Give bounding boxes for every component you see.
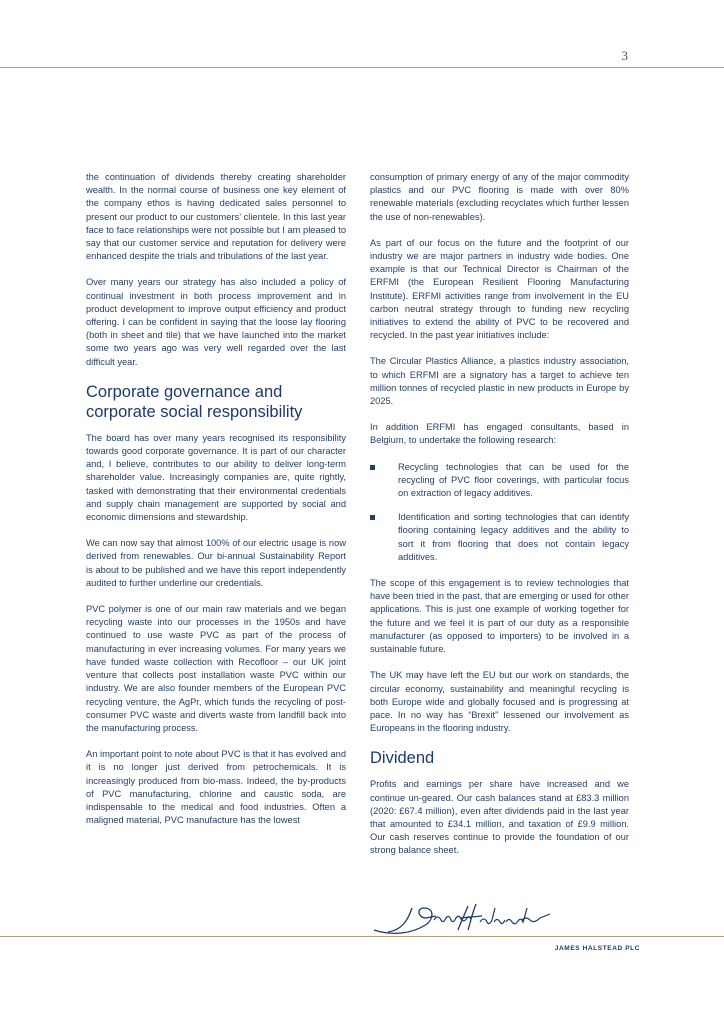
section-heading-governance: Corporate governance and corporate social responsibility: [86, 382, 303, 421]
list-item-text: Recycling technologies that can be used for the recycling of PVC floor coverings, with particular focus on extraction of legacy additives.: [398, 461, 629, 499]
square-bullet-icon: [370, 515, 375, 520]
list-item: [370, 461, 629, 501]
left-column: [86, 171, 346, 840]
company-name: JAMES HALSTEAD PLC: [554, 945, 640, 952]
list-item: [370, 511, 629, 564]
paragraph: the continuation of dividends thereby creating shareholder wealth. In the normal course of business one key element of the company ethos is having dedicated sales personnel to present our product to our customers’ clientele. In this last year face to face relationships were not possible but I am pleased to say that our customer service and reputation for delivery were enhanced despite the trials and tribulations of the last year.: [86, 172, 346, 262]
paragraph: An important point to note about PVC is that it has evolved and it is no longer just derived from petrochemicals. It is increasingly produced from bio-mass. Indeed, the by-products of PVC manufacturing, chlorine and caustic soda, are indispensable to the medical and food industries. Often a maligned material, PVC manufacture has the lowest: [86, 749, 346, 826]
paragraph: The scope of this engagement is to review technologies that have been tried in the past, that are emerging or used for other applications. This is just one example of working together for the future and we feel it is part of our duty as a responsible manufacturer (as opposed to importers) to be involved in a sustainable future.: [370, 578, 629, 655]
footer-divider: [0, 936, 724, 937]
right-column: [370, 171, 629, 871]
paragraph: The UK may have left the EU but our work on standards, the circular economy, sustainability and meaningful recycling is both Europe wide and globally focused and is progressing at pace. In no way has “Brexit” lessened our involvement as Europeans in the flooring industry.: [370, 670, 629, 734]
header-divider: [0, 67, 724, 68]
paragraph: PVC polymer is one of our main raw materials and we began recycling waste into our processes in the 1950s and have continued to use waste PVC as part of the process of manufacturing in ever increasing volumes. For many years we have funded waste collection with Recofloor – our UK joint venture that collects post installation waste PVC within our industry. We are also founder members of the European PVC recycling venture, the AgPr, which funds the recycling of post-consumer PVC waste and diverts waste from landfill back into the manufacturing process.: [86, 604, 346, 733]
paragraph: In addition ERFMI has engaged consultants, based in Belgium, to undertake the following research:: [370, 422, 629, 446]
list-item-text: Identification and sorting technologies that can identify flooring containing legacy additives and the ability to sort it from flooring that does not contain legacy additives.: [398, 512, 629, 562]
page-number: 3: [621, 48, 628, 63]
section-heading-dividend: Dividend: [370, 749, 435, 768]
paragraph: Over many years our strategy has also included a policy of continual investment in both process improvement and in product development to improve output efficiency and product offering. I can be confident in saying that the loose lay flooring (both in sheet and tile) that we have launched into the market some two years ago was very well regarded over the last difficult year.: [86, 277, 346, 367]
paragraph: Profits and earnings per share have increased and we continue un-geared. Our cash balances stand at £83.3 million (2020: £67.4 million), even after dividends paid in the last year that amounted to £34.1 million, and taxation of £9.9 million. Our cash reserves continue to provide the foundation of our strong balance sheet.: [370, 779, 629, 856]
paragraph: consumption of primary energy of any of the major commodity plastics and our PVC flooring is made with over 80% renewable materials (excluding recyclates which further lessen the use of non-renewables).: [370, 172, 629, 222]
paragraph: The board has over many years recognised its responsibility towards good corporate governance. It is part of our character and, I believe, contributes to our ability to deliver long-term shareholder value. Increasingly companies are, quite rightly, tasked with demonstrating that their environmental credentials and supply chain management are supported by social and economic dimensions and stewardship.: [86, 432, 346, 523]
paragraph: As part of our focus on the future and the footprint of our industry we are major partners in industry wide bodies. One example is that our Technical Director is Chairman of the ERFMI (the European Resilient Flooring Manufacturing Institute). ERFMI activities range from involvement in the EU carbon neutral strategy through to funding new recycling initiatives to extend the ability of PVC to be recovered and recycled. In the past year initiatives include:: [370, 237, 629, 341]
signature: [372, 900, 552, 940]
research-bullet-list: [370, 461, 629, 564]
paragraph: The Circular Plastics Alliance, a plastics industry association, to which ERFMI are a signatory has a target to achieve ten million tonnes of recycled plastic in new products in Europe by 2025.: [370, 356, 629, 407]
square-bullet-icon: [370, 465, 375, 470]
paragraph: We can now say that almost 100% of our electric usage is now derived from renewables. Our bi-annual Sustainability Report is about to be published and we have this report independently audited to further underline our credentials.: [86, 538, 346, 588]
